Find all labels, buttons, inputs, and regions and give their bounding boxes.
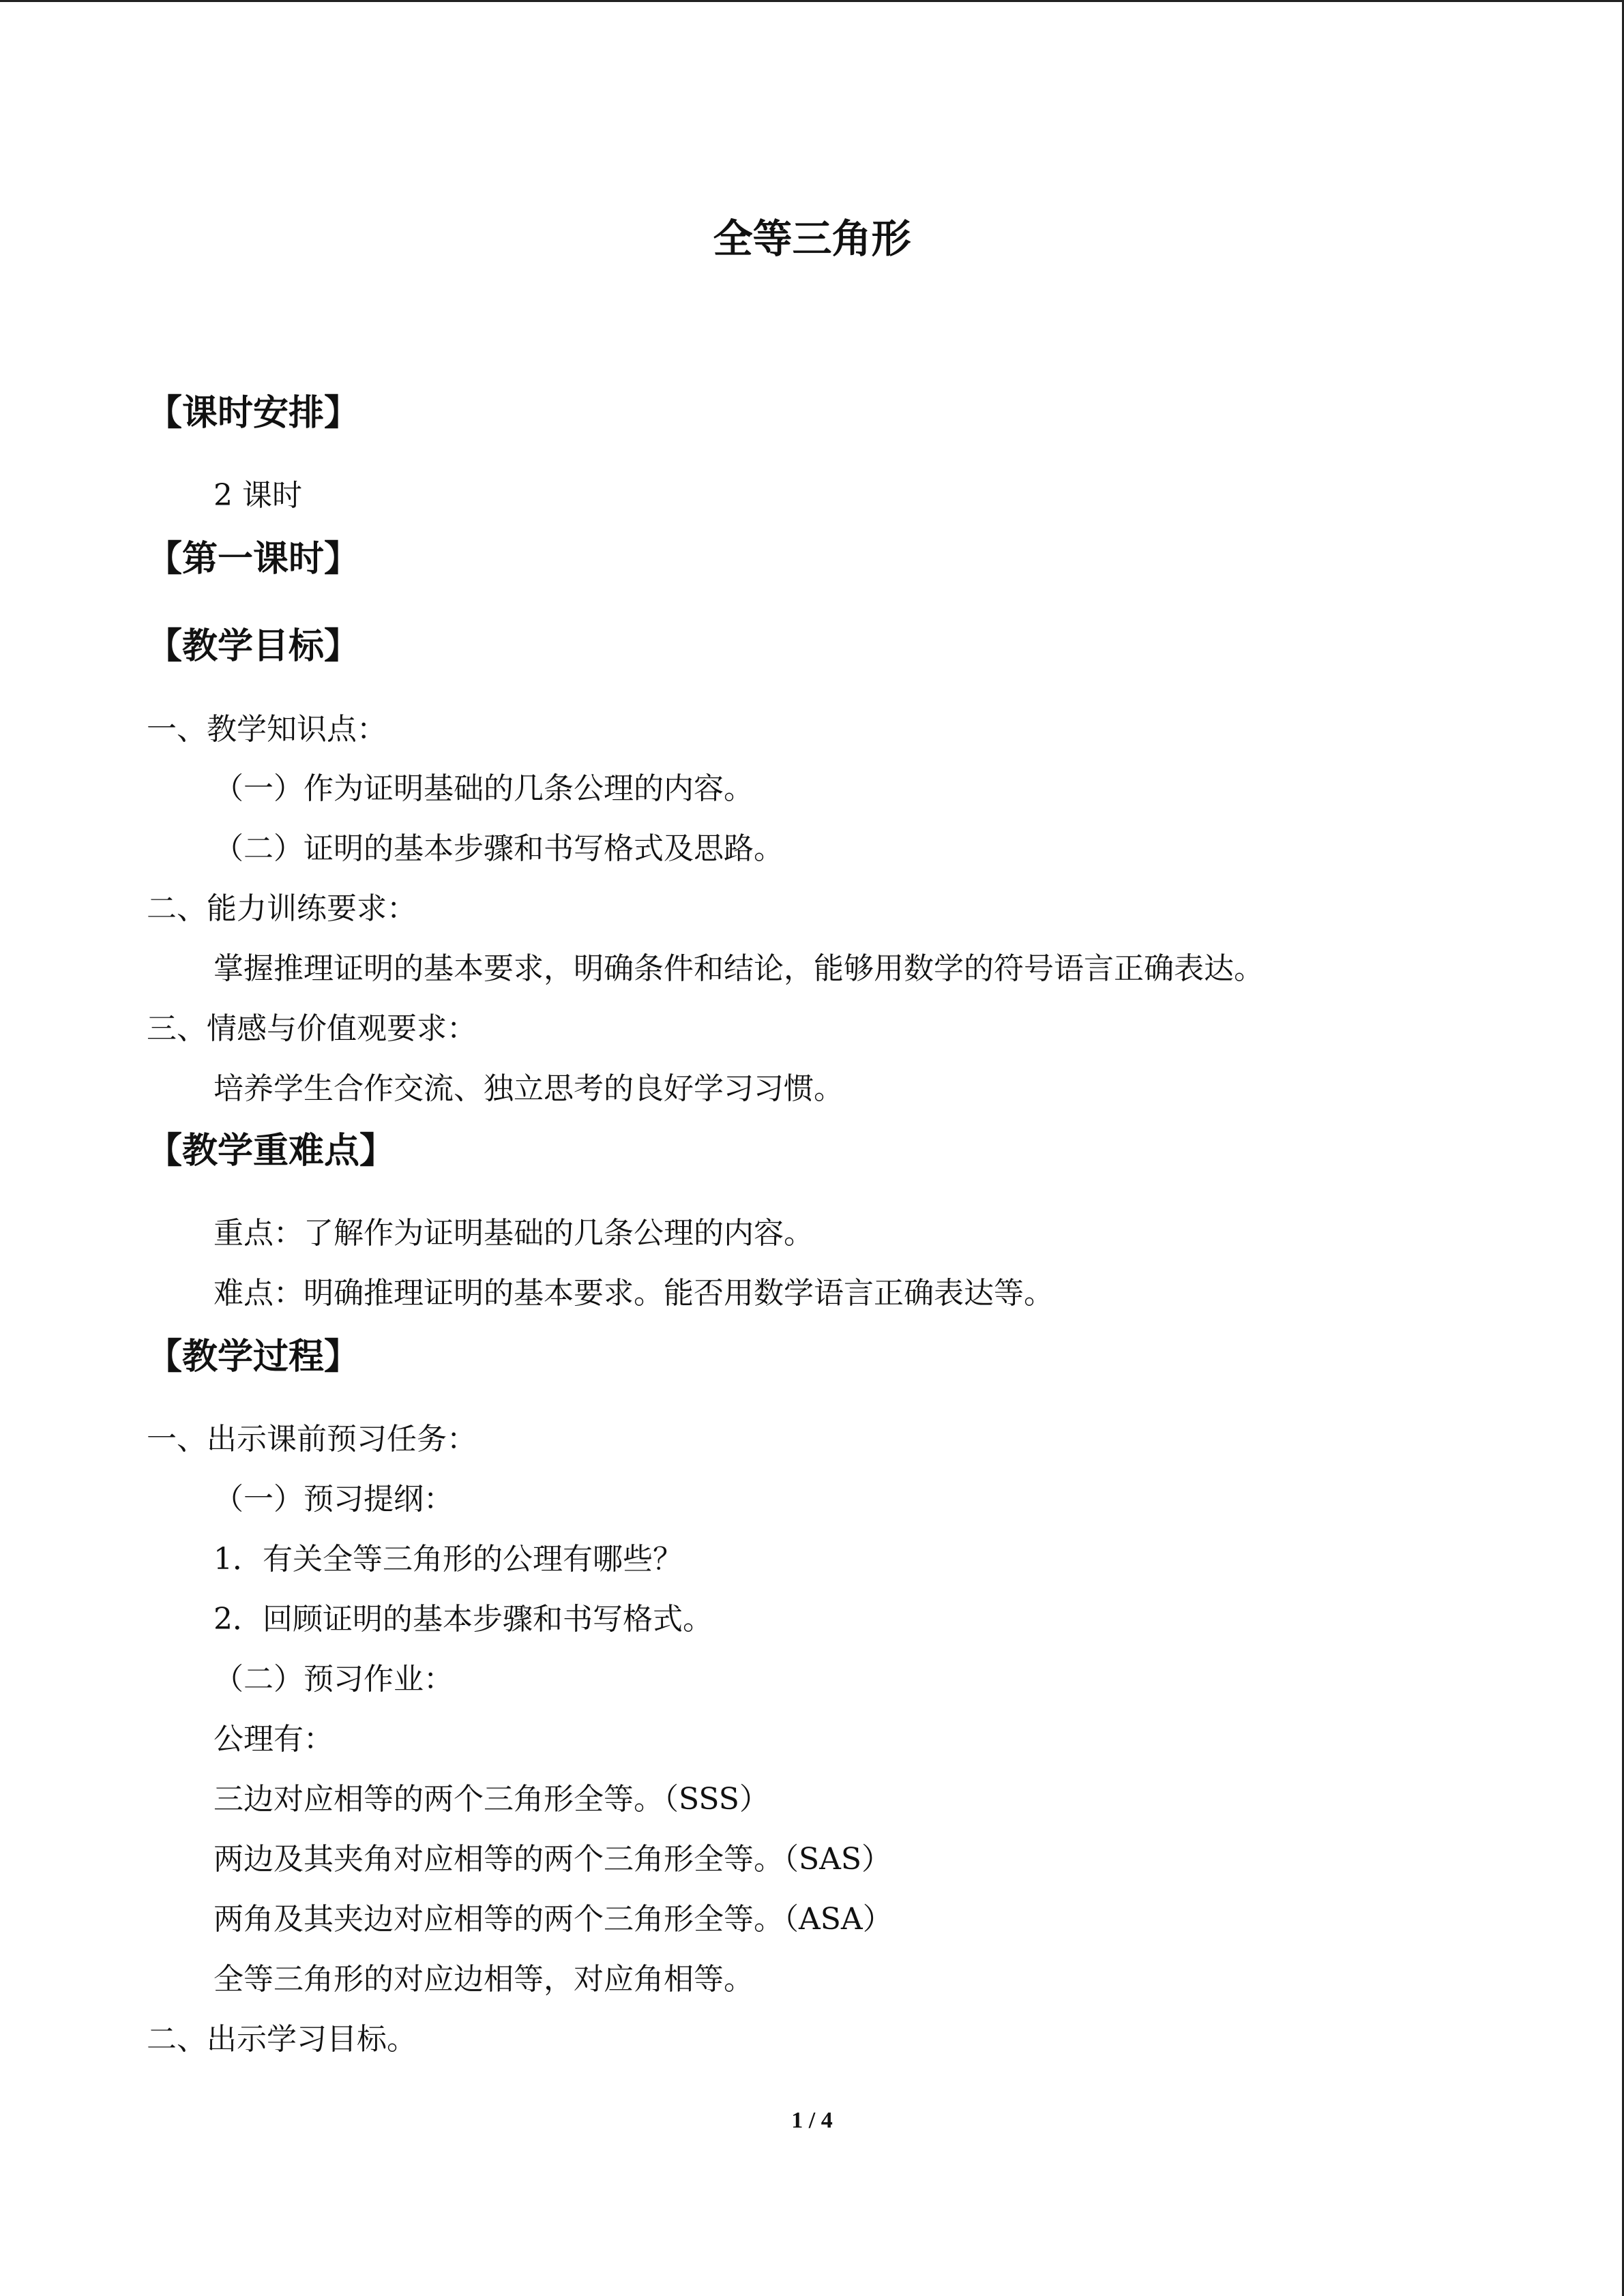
goals-knowledge-title: 一、教学知识点： [147, 712, 387, 747]
process-axiom-corr: 全等三角形的对应边相等，对应角相等。 [213, 1962, 754, 1997]
heading-lesson1: 【第一课时】 [147, 539, 360, 580]
process-step2-title: 二、出示学习目标。 [147, 2022, 417, 2057]
keypoints-difficult: 难点：明确推理证明的基本要求。能否用数学语言正确表达等。 [213, 1276, 1054, 1311]
heading-keypoints: 【教学重难点】 [147, 1131, 396, 1172]
heading-schedule: 【课时安排】 [147, 393, 360, 434]
page-number: 1 / 4 [791, 2108, 833, 2133]
process-axiom-sas: 两边及其夹角对应相等的两个三角形全等。（SAS） [213, 1842, 892, 1877]
goals-knowledge-1: （一）作为证明基础的几条公理的内容。 [213, 771, 754, 806]
goals-ability-title: 二、能力训练要求： [147, 891, 417, 926]
heading-process: 【教学过程】 [147, 1337, 360, 1377]
goals-emotion-text: 培养学生合作交流、独立思考的良好学习习惯。 [213, 1071, 844, 1106]
schedule-text: 2 课时 [213, 478, 302, 513]
process-axiom-sss: 三边对应相等的两个三角形全等。（SSS） [213, 1782, 769, 1817]
process-outline-title: （一）预习提纲： [213, 1482, 454, 1517]
keypoints-key: 重点：了解作为证明基础的几条公理的内容。 [213, 1216, 814, 1251]
goals-emotion-title: 三、情感与价值观要求： [147, 1011, 477, 1046]
process-outline-1: 1．有关全等三角形的公理有哪些？ [213, 1542, 683, 1577]
process-step1-title: 一、出示课前预习任务： [147, 1422, 477, 1457]
heading-goals: 【教学目标】 [147, 626, 360, 667]
goals-knowledge-2: （二）证明的基本步骤和书写格式及思路。 [213, 831, 784, 866]
goals-ability-text: 掌握推理证明的基本要求，明确条件和结论，能够用数学的符号语言正确表达。 [213, 951, 1264, 986]
process-homework-title: （二）预习作业： [213, 1662, 454, 1697]
process-axioms-intro: 公理有： [213, 1722, 334, 1757]
document-title: 全等三角形 [713, 215, 911, 262]
process-outline-2: 2．回顾证明的基本步骤和书写格式。 [213, 1602, 713, 1637]
process-axiom-asa: 两角及其夹边对应相等的两个三角形全等。（ASA） [213, 1902, 893, 1937]
